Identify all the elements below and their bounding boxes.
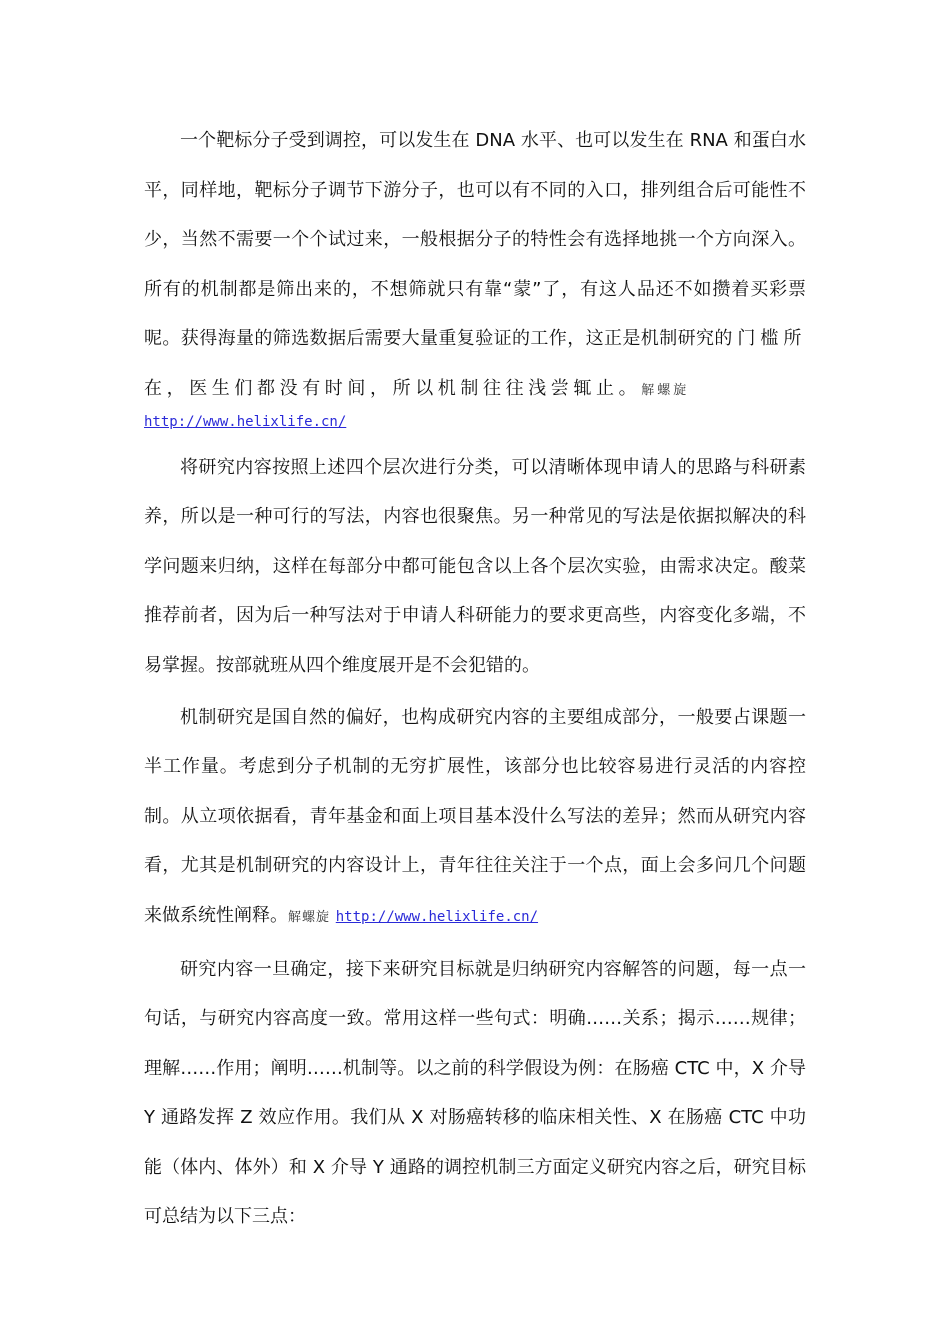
- paragraph-1: [144, 116, 806, 416]
- paragraph-4-text: 研究内容一旦确定，接下来研究目标就是归纳研究内容解答的问题，每一点一句话，与研究内容高度一致。常用这样一些句式：明确……关系；揭示……规律；理解……作用；阐明……机制等。以之前的科学假设为例：在肠癌 CTC 中，X 介导 Y 通路发挥 Z 效应作用。我们从 X 对肠癌转移的临床相关性、X 在肠癌 CTC 中功能（体内、体外）和 X 介导 Y 通路的调控机制三方面定义研究内容之后，研究目标可总结为以下三点：: [144, 958, 806, 1228]
- paragraph-2: [144, 443, 806, 691]
- paragraph-3: [144, 693, 806, 943]
- paragraph-1-text: 一个靶标分子受到调控，可以发生在 DNA 水平、也可以发生在 RNA 和蛋白水平，同样地，靶标分子调节下游分子，也可以有不同的入口，排列组合后可能性不少，当然不需要一个个试过来，一般根据分子的特性会有选择地挑一个方向深入。所有的机制都是筛出来的，不想筛就只有靠“蒙”了，有这人品还不如攒着买彩票呢。获得海量的筛选数据后需要大量重复验证的工作，这正是机制研究: [144, 130, 806, 350]
- paragraph-3-text: 机制研究是国自然的偏好，也构成研究内容的主要组成部分，一般要占课题一半工作量。考虑到分子机制的无穷扩展性，该部分也比较容易进行灵活的内容控制。从立项依据看，青年基金和面上项目基本没什么写法的差异；然而从研究内容看，尤其是机制研究的内容设计上，青年往往关注于一个点，面上会多问几个问题来做系统性阐释。: [144, 706, 806, 926]
- helixlife-link-2[interactable]: http://www.helixlife.cn/: [335, 908, 539, 925]
- helixlife-link-1[interactable]: http://www.helixlife.cn/: [144, 413, 347, 430]
- paragraph-1-tail: 的门槛所在，医生们都没有时间，所以机制往往浅尝辄止。: [144, 328, 807, 399]
- paragraph-2-text: 将研究内容按照上述四个层次进行分类，可以清晰体现申请人的思路与科研素养，所以是一种可行的写法，内容也很聚焦。另一种常见的写法是依据拟解决的科学问题来归纳，这样在每部分中都可能包含以上各个层次实验，由需求决定。酸菜推荐前者，因为后一种写法对于申请人科研能力的要求更高些，内容变化多端，不易掌握。按部就班从四个维度展开是不会犯错的。: [144, 456, 806, 676]
- signature-2: 解螺旋: [288, 909, 331, 925]
- document-page: [144, 116, 806, 1242]
- signature-1: 解螺旋: [641, 382, 690, 398]
- paragraph-4: [144, 945, 806, 1243]
